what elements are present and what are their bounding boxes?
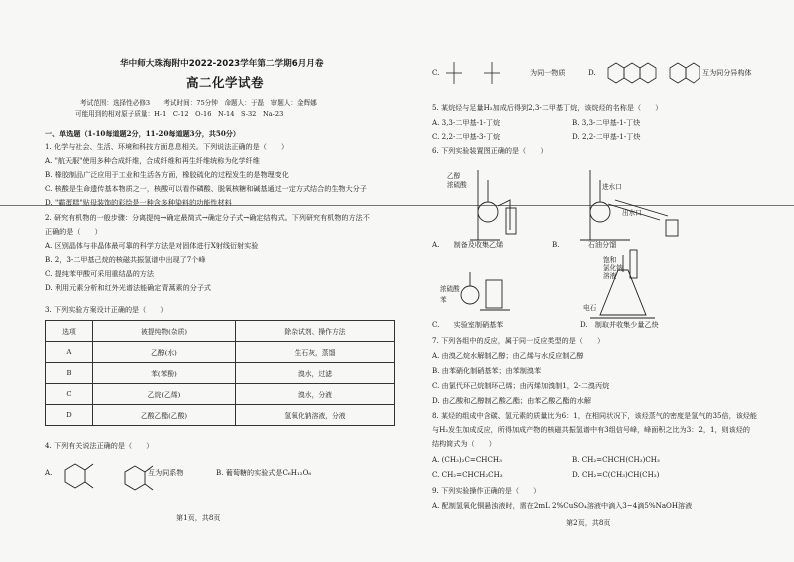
table-cell: 生石灰，蒸馏: [236, 342, 395, 363]
q6-caption-a: A. 制备及收集乙烯: [432, 240, 504, 249]
acetylene-apparatus-icon: [590, 250, 655, 318]
q9-stem: 9. 下列实验操作正确的是（ ）: [432, 486, 541, 495]
q8-line2: 与H₂发生加成反应，所得加成产物的核磁共振氢谱中有3组信号峰，峰面积之比为3：2，1，则该烃的: [432, 425, 750, 434]
q3-table: [45, 320, 395, 426]
q9-option-a: A. 配制氢氧化铜悬浊液时，需在2mL 2%CuSO₄溶液中滴入3~4滴5%NaOH溶液: [432, 501, 693, 510]
q8-option-c: C. CH₂=CHCH₂CH₃: [432, 470, 503, 479]
table-row: [46, 384, 395, 405]
q5-option-c: C. 2,2-二甲基-3-丁烷: [432, 132, 501, 141]
q4-option-d-text: 互为同分异构体: [702, 68, 752, 77]
q6-c-label-benzene: 苯: [440, 296, 447, 304]
q8-option-a: A. (CH₃)₂C=CHCH₃: [432, 455, 502, 464]
q1-option-c: C. 核酸是生命遗传基本物质之一，核酸可以看作磷酸、脱氧核糖和碱基通过一定方式结合的生物大分子: [45, 184, 367, 193]
table-cell: 溴水，分液: [236, 384, 395, 405]
table-header-row: [46, 321, 395, 342]
q4-option-b: B. 葡萄糖的实验式是C₆H₁₂O₆: [216, 468, 312, 477]
table-cell: 苯(苯酚): [93, 363, 236, 384]
q4-option-d-label: D.: [588, 68, 596, 77]
q7-option-b: B. 由苯硝化制硝基苯；由苯制溴苯: [432, 366, 542, 375]
table-cell: C: [46, 384, 93, 405]
q5-option-d: D. 2,2-二甲基-1-丁炔: [572, 132, 641, 141]
q6-stem: 6. 下列实验装置图正确的是（ ）: [432, 146, 548, 155]
footer-right: 第2页，共8页: [566, 518, 611, 527]
nitrobenzene-apparatus-icon: [461, 272, 510, 310]
q4-c-structures: [440, 54, 530, 94]
table-cell: 乙醇(水): [93, 342, 236, 363]
q8-option-d: D. CH₂=C(CH₃)CH(CH₃): [572, 470, 660, 479]
table-cell: D: [46, 405, 93, 426]
q7-stem: 7. 下列各组中的反应，属于同一反应类型的是（ ）: [432, 336, 605, 345]
q6-c-label-acid: 浓硫酸: [440, 285, 460, 293]
school-title: 华中师大珠海附中2022-2023学年第二学期6月月卷: [120, 59, 324, 69]
q6-d-label-nacl: 氯化钠: [603, 264, 623, 272]
q4-stem: 4. 下列有关说法正确的是（ ）: [45, 441, 154, 450]
section-title: 一、单选题（1-10每道题2分，11-20每道题3分，共50分）: [45, 129, 240, 138]
q7-option-a: A. 由溴乙烷水解制乙醇；由乙烯与水反应制乙醇: [432, 351, 584, 360]
q4-option-a-label: A.: [45, 468, 53, 477]
q3-stem: 3. 下列实验方案设计正确的是（ ）: [45, 305, 168, 314]
q1-option-d: D. "霸蛋糕"贴母装饰的彩绘是一种含多种染料的功能性材料: [45, 198, 232, 207]
q2-option-a: A. 区别晶体与非晶体最可靠的科学方法是对固体进行X射线衍射实验: [45, 241, 259, 250]
dichloromethane-structure-icon: [446, 62, 500, 84]
q8-line3: 结构简式为（ ）: [432, 439, 496, 448]
q6-b-label-outlet: 出水口: [622, 209, 642, 217]
q7-option-c: C. 由氯代环己烷制环己烯；由丙烯加溴制1，2-二溴丙烷: [432, 381, 610, 390]
table-cell: 乙酸乙酯(乙酸): [93, 405, 236, 426]
q5-stem: 5. 某烷烃与足量H₂加成后得到2,3-二甲基丁烷，该烷烃的名称是（ ）: [432, 103, 663, 112]
q6-caption-c: C. 实验室制硝基苯: [432, 320, 504, 329]
q7-option-d: D. 由乙酸和乙醇制乙酸乙酯；由苯乙酸乙酯的水解: [432, 396, 591, 405]
exam-title: 高二化学试卷: [186, 75, 265, 90]
table-cell: 乙烷(乙烯): [93, 384, 236, 405]
q4-option-c-label: C.: [432, 68, 440, 77]
q8-line1: 8. 某烃的组成中含碳、氢元素的质量比为6：1，在相同状况下，该烃蒸气的密度是氢气的35倍，该烃能: [432, 411, 758, 420]
q1-option-a: A. "航天服"使用多种合成纤维，合成纤维和再生纤维统称为化学纤维: [45, 156, 260, 165]
exam-info-line: 考试范围：选择性必修3 考试时间：75分钟 命题人：于磊 审题人：金辉娜: [80, 99, 317, 107]
q1-stem: 1. 化学与社会、生活、环境和科技方面息息相关。下列说法正确的是（ ）: [45, 142, 289, 151]
q6-a-label-acid: 浓硫酸: [447, 181, 467, 189]
distillation-apparatus-icon: [580, 170, 678, 240]
q2-stem-cont: 正确的是（ ）: [45, 227, 102, 236]
q4-option-c-text: 为同一物质: [530, 68, 566, 77]
ethylene-apparatus-icon: [470, 170, 516, 240]
anthracene-icon: [608, 63, 656, 83]
q5-option-a: A. 3,3-二甲基-1-丁烷: [432, 118, 501, 127]
table-cell: 氢氧化钠溶液，分液: [236, 405, 395, 426]
q6-caption-b: B. 石油分馏: [552, 240, 617, 249]
table-row: [46, 363, 395, 384]
table-row: [46, 342, 395, 363]
table-header: 选项: [46, 321, 93, 342]
q6-d-label-sat: 饱和: [603, 256, 617, 264]
table-row: [46, 405, 395, 426]
table-cell: 溴水，过滤: [236, 363, 395, 384]
q4-d-structures: [600, 58, 700, 90]
q6-d-label-solution: 溶液: [603, 272, 617, 280]
table-header: 被提纯物(杂质): [93, 321, 236, 342]
q6-a-label-ethanol: 乙醇: [447, 172, 461, 180]
q2-option-d: D. 利用元素分析和红外光谱法能确定青蒿素的分子式: [45, 283, 212, 292]
q6-b-label-inlet: 进水口: [602, 183, 622, 191]
q6-caption-d: D. 制取并收集少量乙炔: [580, 320, 659, 329]
q1-option-b: B. 橡胶制品广泛应用于工业和生活各方面，橡胶硫化的过程发生的是物理变化: [45, 170, 289, 179]
atomic-mass-line: 可能用到的相对原子质量：H-1 C-12 O-16 N-14 S-32 Na-23: [75, 110, 284, 118]
q4-option-a-text: 互为同系物: [148, 468, 184, 477]
footer-left: 第1页，共8页: [176, 513, 221, 522]
table-cell: A: [46, 342, 93, 363]
phenol-ring-icon: [65, 464, 93, 488]
table-header: 除杂试剂、操作方法: [236, 321, 395, 342]
table-cell: B: [46, 363, 93, 384]
phenanthrene-icon: [670, 63, 700, 83]
q8-option-b: B. CH₂=CHCH(CH₃)CH₃: [572, 455, 660, 464]
q6-d-label-carbide: 电石: [583, 304, 597, 312]
q2-option-b: B. 2，3-二甲基己烷的核磁共振氢谱中出现了7个峰: [45, 255, 206, 264]
q2-stem: 2. 研究有机物的一般步骤：分离提纯→确定最简式→确定分子式→确定结构式。下列研究有机物的方法不: [45, 213, 370, 222]
q2-option-c: C. 提纯苯甲酸可采用重结晶的方法: [45, 269, 154, 278]
q5-option-b: B. 3,3-二甲基-1-丁炔: [572, 118, 641, 127]
